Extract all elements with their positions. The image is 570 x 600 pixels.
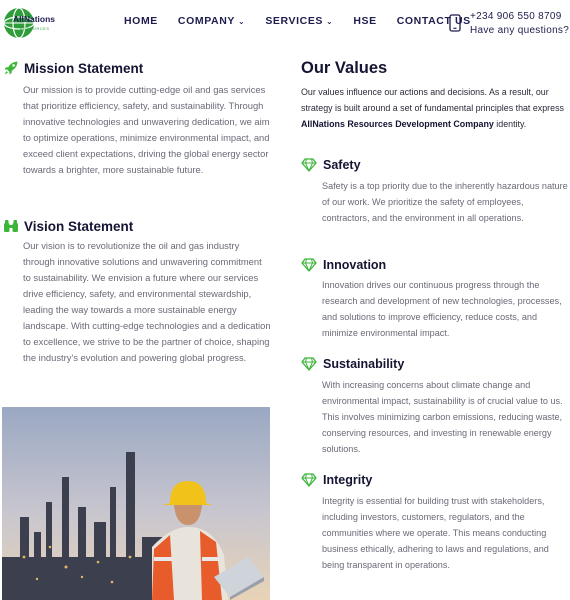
values-intro-end: identity. bbox=[493, 119, 527, 129]
chevron-down-icon: ⌄ bbox=[326, 16, 334, 26]
nav-company[interactable]: COMPANY ⌄ bbox=[177, 15, 246, 27]
logo-wordmark: AllNations bbox=[13, 14, 56, 24]
company-logo[interactable] bbox=[2, 6, 60, 40]
diamond-icon bbox=[301, 158, 317, 172]
value-integrity-text: Integrity is essential for building trust with stakeholders, including investors, customers, regulators, and the communities where we operate. This means conducting business ethically, adhering to laws and regulations, and being transparent in operations. bbox=[322, 496, 549, 570]
value-sustainability-title: Sustainability bbox=[323, 357, 405, 371]
logo-subtext: RESOURCES bbox=[20, 27, 50, 31]
mission-title: Mission Statement bbox=[24, 60, 144, 76]
binoculars-icon bbox=[3, 218, 19, 234]
value-sustainability-heading bbox=[301, 357, 404, 371]
diamond-icon bbox=[301, 258, 317, 272]
chevron-down-icon: ⌄ bbox=[238, 16, 246, 26]
value-sustainability-text: With increasing concerns about climate change and environmental impact, sustainability is of crucial value to us. This involves minimizing carbon emissions, reducing waste, conserving resources, and investing in renewable energy solutions. bbox=[322, 380, 563, 454]
contact-block bbox=[470, 10, 569, 38]
nav-services[interactable]: SERVICES ⌄ bbox=[265, 15, 334, 27]
questions-text: Have any questions? bbox=[470, 25, 570, 36]
site-header bbox=[0, 0, 570, 46]
values-intro-text: Our values influence our actions and decisions. As a result, our strategy is built around a set of fundamental principles that express bbox=[301, 87, 564, 113]
nav-hse[interactable]: HSE bbox=[353, 15, 377, 27]
value-integrity-heading bbox=[301, 473, 372, 487]
vision-heading bbox=[3, 218, 133, 234]
value-safety-text: Safety is a top priority due to the inherently hazardous nature of our work. We prioritize the safety of employees, contractors, and the environment in all operations. bbox=[322, 181, 568, 223]
nav-home[interactable]: HOME bbox=[124, 15, 158, 27]
vision-title: Vision Statement bbox=[24, 218, 134, 234]
value-innovation-heading bbox=[301, 258, 386, 272]
phone-number[interactable]: +234 906 550 8709 bbox=[470, 11, 562, 22]
values-title: Our Values bbox=[301, 59, 388, 77]
rocket-icon bbox=[3, 60, 19, 76]
refinery-worker-photo bbox=[2, 407, 270, 600]
nav-contact-us[interactable]: CONTACT US bbox=[396, 15, 471, 27]
value-innovation-text: Innovation drives our continuous progress through the research and development of new technologies, processes, and solutions to improve efficiency, reduce costs, and minimize environmental impact. bbox=[322, 280, 562, 338]
value-safety-title: Safety bbox=[323, 158, 361, 172]
vision-text: Our vision is to revolutionize the oil and gas industry through innovative solutions and unwavering commitment to sustainability. We envision a future where our services drive efficiency, safety, and environmental stewardship, leading the way towards a more sustainable energy landscape. With cutting-edge technologies and a dedication to excellence, we strive to be the partner of choice, shaping the industry's evolution and powering global progress. bbox=[23, 240, 271, 363]
value-safety-heading bbox=[301, 158, 361, 172]
mission-text: Our mission is to provide cutting-edge oil and gas services that prioritize efficiency, safety, and sustainability. Through innovative technologies and unwavering dedication, we aim to optimize operations, minimize environmental impact, and exceed client expectations, driving the global energy sector towards a brighter, more sustainable future. bbox=[23, 84, 270, 175]
diamond-icon bbox=[301, 357, 317, 371]
main-nav bbox=[124, 15, 491, 27]
diamond-icon bbox=[301, 473, 317, 487]
values-intro bbox=[301, 84, 567, 132]
value-integrity-title: Integrity bbox=[323, 473, 373, 487]
mission-heading bbox=[3, 60, 143, 76]
mobile-phone-icon bbox=[449, 14, 461, 32]
values-intro-company: AllNations Resources Development Company bbox=[301, 119, 494, 129]
value-innovation-title: Innovation bbox=[323, 258, 387, 272]
